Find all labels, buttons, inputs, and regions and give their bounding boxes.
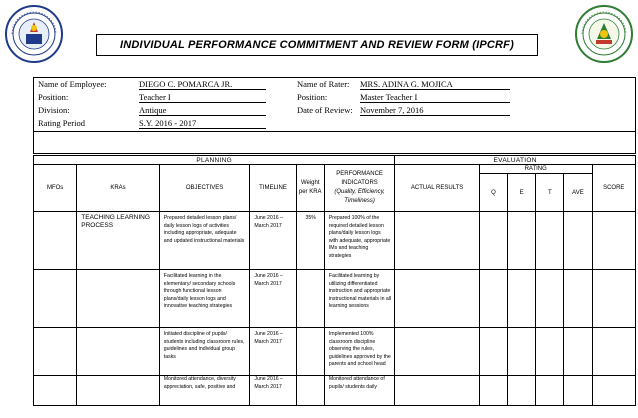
t-cell: [536, 376, 564, 406]
objective-cell: Facilitated learning in the elementary/ secondary schools through functional lesson plans/daily lesson logs and innovative teaching strategies: [159, 270, 250, 328]
col-indicators-title: PERFORMANCE INDICATORS: [336, 171, 383, 186]
timeline-cell: June 2016 – March 2017: [250, 376, 296, 406]
indicator-cell: Facilitated learning by utilizing differentiated instruction and appropriate instructional materials in all learning sessions: [324, 270, 395, 328]
kra-cell: [77, 328, 160, 376]
form-title: INDIVIDUAL PERFORMANCE COMMITMENT AND REVIEW FORM (IPCRF): [120, 39, 514, 51]
col-actual: ACTUAL RESULTS: [395, 165, 480, 212]
indicator-cell: Prepared 100% of the required detailed lesson plans/daily lesson logs with adequate, appropriate IMs and teaching strategies: [324, 212, 395, 270]
col-weight: Weight per KRA: [296, 165, 324, 212]
table-row: [34, 212, 636, 270]
deped-seal-icon: [4, 4, 64, 64]
col-kras: KRAs: [77, 165, 160, 212]
timeline-cell: June 2016 – March 2017: [250, 270, 296, 328]
ave-cell: [564, 270, 592, 328]
evaluation-header: EVALUATION: [395, 156, 636, 165]
actual-cell: [395, 376, 480, 406]
rating-header: RATING: [479, 165, 592, 174]
col-indicators-sub: (Quality, Efficiency, Timeliness): [334, 189, 385, 204]
q-cell: [479, 328, 507, 376]
weight-cell: [296, 270, 324, 328]
col-ave: AVE: [564, 174, 592, 212]
division-seal-icon: [574, 4, 634, 64]
mfo-cell: [34, 376, 77, 406]
e-cell: [508, 376, 536, 406]
col-timeline: TIMELINE: [250, 165, 296, 212]
q-cell: [479, 270, 507, 328]
score-cell: [592, 212, 635, 270]
timeline-cell: June 2016 – March 2017: [250, 328, 296, 376]
form-title-box: [96, 34, 538, 56]
ave-cell: [564, 376, 592, 406]
kra-cell: TEACHING LEARNING PROCESS: [77, 212, 160, 270]
ave-cell: [564, 212, 592, 270]
weight-cell: [296, 328, 324, 376]
kra-cell: [77, 376, 160, 406]
rating-period-value: S.Y. 2016 - 2017: [139, 118, 266, 129]
ipcrf-table: [33, 155, 636, 406]
table-row: [34, 328, 636, 376]
objective-cell: Prepared detailed lesson plans/ daily lesson logs of activities including appropriate, adequate and updated instructional materials: [159, 212, 250, 270]
rater-value: MRS. ADINA G. MOJICA: [360, 79, 510, 90]
weight-cell: 35%: [296, 212, 324, 270]
e-cell: [508, 212, 536, 270]
e-cell: [508, 328, 536, 376]
mfo-cell: [34, 270, 77, 328]
rater-position-value: Master Teacher I: [360, 92, 510, 103]
actual-cell: [395, 328, 480, 376]
col-score: SCORE: [592, 165, 635, 212]
weight-cell: [296, 376, 324, 406]
col-indicators: [324, 165, 395, 212]
table-row: [34, 376, 636, 406]
rater-label: Name of Rater:: [297, 79, 350, 89]
position-label: Position:: [38, 92, 69, 102]
indicator-cell: Implemented 100% classroom discipline observing the rules, guidelines approved by the parents and school head: [324, 328, 395, 376]
actual-cell: [395, 270, 480, 328]
ave-cell: [564, 328, 592, 376]
kra-cell: [77, 270, 160, 328]
col-q: Q: [479, 174, 507, 212]
division-label: Division:: [38, 105, 70, 115]
objective-cell: Monitored attendance, diversity appreciation, safe, positive and: [159, 376, 250, 406]
planning-header: PLANNING: [34, 156, 395, 165]
rating-period-label: Rating Period: [38, 118, 85, 128]
mfo-cell: [34, 328, 77, 376]
objective-cell: Initiated discipline of pupils/ students including classroom rules, guidelines and individual group tasks: [159, 328, 250, 376]
table-row: [34, 270, 636, 328]
score-cell: [592, 328, 635, 376]
date-value: November 7, 2016: [360, 105, 510, 116]
mfo-cell: [34, 212, 77, 270]
col-mfos: MFOs: [34, 165, 77, 212]
e-cell: [508, 270, 536, 328]
employee-value: DIEGO C. POMARCA JR.: [139, 79, 266, 90]
indicator-cell: Monitored attendance of pupils/ students daily: [324, 376, 395, 406]
date-label: Date of Review:: [297, 105, 353, 115]
col-e: E: [508, 174, 536, 212]
score-cell: [592, 376, 635, 406]
col-objectives: OBJECTIVES: [159, 165, 250, 212]
t-cell: [536, 328, 564, 376]
division-value: Antique: [139, 105, 266, 116]
q-cell: [479, 212, 507, 270]
position-value: Teacher I: [139, 92, 266, 103]
t-cell: [536, 270, 564, 328]
score-cell: [592, 270, 635, 328]
q-cell: [479, 376, 507, 406]
actual-cell: [395, 212, 480, 270]
employee-label: Name of Employee:: [38, 79, 107, 89]
timeline-cell: June 2016 – March 2017: [250, 212, 296, 270]
rater-position-label: Position:: [297, 92, 328, 102]
col-t: T: [536, 174, 564, 212]
t-cell: [536, 212, 564, 270]
